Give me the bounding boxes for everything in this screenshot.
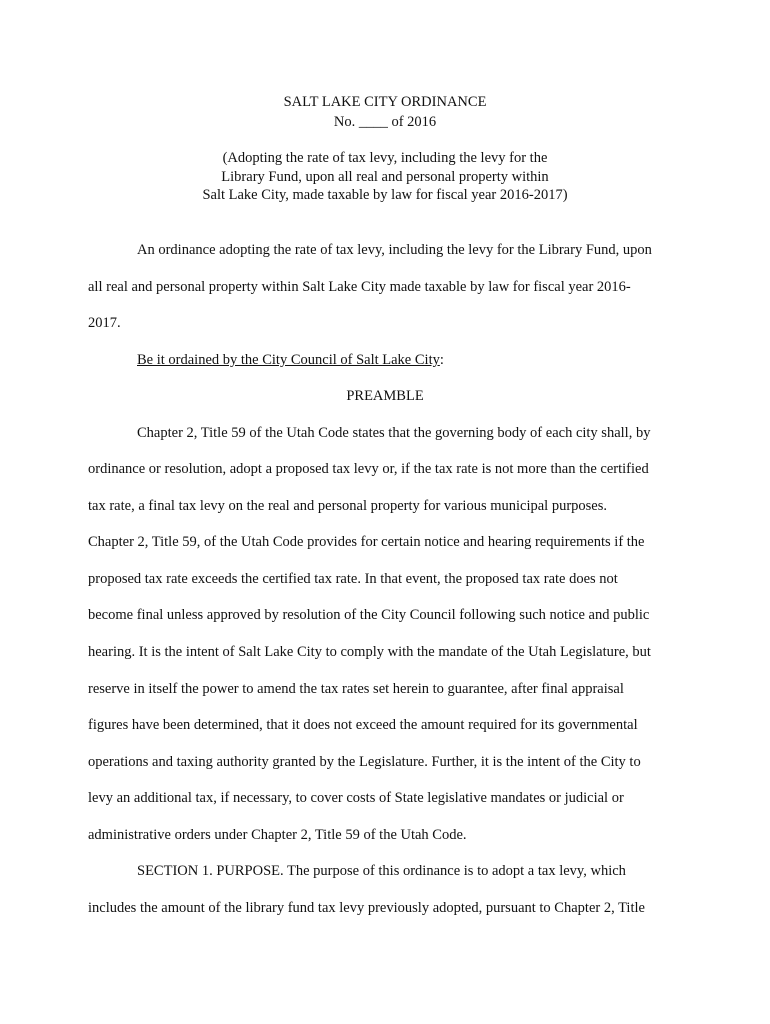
preamble-line-2: ordinance or resolution, adopt a proposed tax levy or, if the tax rate is not more than the certified <box>88 461 649 477</box>
preamble-line-8: reserve in itself the power to amend the tax rates set herein to guarantee, after final appraisal <box>88 681 624 697</box>
intro-line-1: An ordinance adopting the rate of tax levy, including the levy for the Library Fund, upon <box>137 242 652 258</box>
ordained-colon: : <box>439 352 444 368</box>
section-1-line-1: SECTION 1. PURPOSE. The purpose of this ordinance is to adopt a tax levy, which <box>137 863 626 879</box>
preamble-line-9: figures have been determined, that it does not exceed the amount required for its governmental <box>88 717 638 733</box>
ordinance-number: No. ____ of 2016 <box>333 114 437 130</box>
preamble-heading: PREAMBLE <box>346 388 424 404</box>
preamble-line-11: levy an additional tax, if necessary, to cover costs of State legislative mandates or judicial or <box>88 790 624 806</box>
subtitle-line-3: Salt Lake City, made taxable by law for fiscal year 2016-2017) <box>202 187 568 203</box>
preamble-line-7: hearing. It is the intent of Salt Lake City to comply with the mandate of the Utah Legislature, but <box>88 644 651 660</box>
preamble-line-10: operations and taxing authority granted by the Legislature. Further, it is the intent of the City to <box>88 754 641 770</box>
ordinance-title: SALT LAKE CITY ORDINANCE <box>283 94 487 110</box>
preamble-line-3: tax rate, a final tax levy on the real and personal property for various municipal purposes. <box>88 498 608 514</box>
ordained-line <box>88 351 444 369</box>
preamble-line-1: Chapter 2, Title 59 of the Utah Code states that the governing body of each city shall, by <box>137 425 651 441</box>
preamble-line-6: become final unless approved by resolution of the City Council following such notice and public <box>88 607 650 623</box>
intro-line-2: all real and personal property within Salt Lake City made taxable by law for fiscal year 2016- <box>88 279 631 295</box>
section-1-line-2: includes the amount of the library fund tax levy previously adopted, pursuant to Chapter 2, Title <box>88 900 645 916</box>
preamble-line-5: proposed tax rate exceeds the certified tax rate. In that event, the proposed tax rate does not <box>88 571 618 587</box>
preamble-line-12: administrative orders under Chapter 2, Title 59 of the Utah Code. <box>88 827 467 843</box>
subtitle-line-1: (Adopting the rate of tax levy, including the levy for the <box>222 150 548 166</box>
preamble-line-4: Chapter 2, Title 59, of the Utah Code provides for certain notice and hearing requirements if the <box>88 534 645 550</box>
intro-line-3: 2017. <box>88 315 121 331</box>
subtitle-line-2: Library Fund, upon all real and personal property within <box>221 169 549 185</box>
ordained-text: Be it ordained by the City Council of Salt Lake City <box>137 352 440 368</box>
